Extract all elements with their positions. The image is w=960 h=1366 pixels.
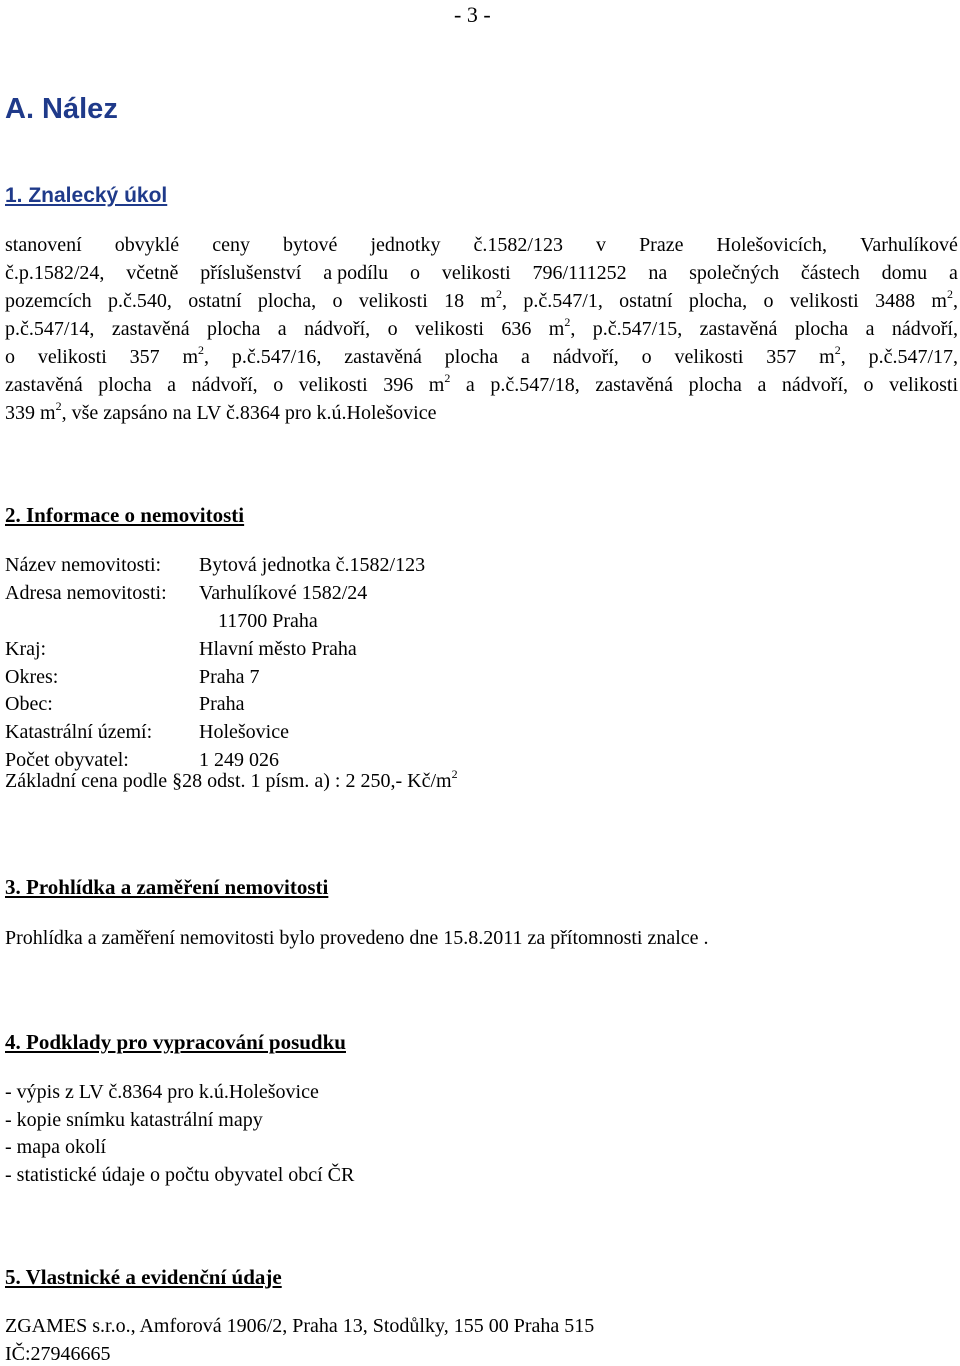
document-list-item: - statistické údaje o počtu obyvatel obcí ČR xyxy=(5,1164,355,1186)
info-row xyxy=(0,610,960,636)
task-text-segment: , p.č.547/17, xyxy=(840,346,958,368)
info-value: 1 249 026 xyxy=(199,749,279,771)
info-label: Adresa nemovitosti: xyxy=(5,582,167,604)
info-label: Kraj: xyxy=(5,638,47,660)
area-unit-exponent: 2 xyxy=(198,343,205,357)
task-word: Praze xyxy=(639,234,684,256)
task-paragraph-line xyxy=(5,399,958,425)
task-text-segment: , p.č.547/16, zastavěná plocha a nádvoří, o velikosti 357 m xyxy=(204,346,835,368)
area-unit-exponent: 2 xyxy=(496,287,503,301)
task-word: o xyxy=(410,262,420,284)
task-word: společných xyxy=(689,262,780,284)
task-word: 796/111252 xyxy=(532,262,627,284)
task-text-segment: pozemcích p.č.540, ostatní plocha, o velikosti 18 m xyxy=(5,290,497,312)
task-text-segment: zastavěná plocha a nádvoří, o velikosti 396 m xyxy=(5,374,445,396)
info-label: Název nemovitosti: xyxy=(5,554,162,576)
info-value: Holešovice xyxy=(199,721,289,743)
task-word: Holešovicích, xyxy=(716,234,828,256)
info-row xyxy=(0,693,960,719)
task-word: částech xyxy=(800,262,860,284)
info-row xyxy=(0,721,960,747)
task-word: příslušenství xyxy=(200,262,302,284)
task-text-segment: , p.č.547/1, ostatní plocha, o velikosti 3488 m xyxy=(502,290,947,312)
main-heading: A. Nález xyxy=(5,93,118,125)
task-word: č.p.1582/24, xyxy=(5,262,105,284)
info-value: Praha xyxy=(199,693,245,715)
info-value: Bytová jednotka č.1582/123 xyxy=(199,554,426,576)
task-word: na xyxy=(648,262,668,284)
task-word: stanovení xyxy=(5,234,82,256)
task-word: domu xyxy=(881,262,928,284)
info-value: 11700 Praha xyxy=(218,610,318,632)
task-word: jednotky xyxy=(370,234,441,256)
info-label: Obec: xyxy=(5,693,53,715)
task-text-segment: 339 m xyxy=(5,402,56,424)
task-text-segment: o velikosti 357 m xyxy=(5,346,199,368)
task-word: velikosti xyxy=(441,262,511,284)
info-value: Varhulíkové 1582/24 xyxy=(199,582,368,604)
task-word: obvyklé xyxy=(114,234,180,256)
document-list-item: - mapa okolí xyxy=(5,1136,107,1158)
info-row xyxy=(0,554,960,580)
task-text-segment: p.č.547/14, zastavěná plocha a nádvoří, o velikosti 636 m xyxy=(5,318,565,340)
base-price-row xyxy=(5,767,458,793)
base-price-prefix: Základní cena podle xyxy=(5,770,173,792)
task-word: ceny xyxy=(212,234,250,256)
task-text-segment: a p.č.547/18, zastavěná plocha a nádvoří, o velikosti xyxy=(450,374,958,396)
info-label: Počet obyvatel: xyxy=(5,749,129,771)
base-price-value: §28 odst. 1 písm. a) : 2 250,- Kč/m xyxy=(172,770,452,792)
task-word: včetně xyxy=(126,262,179,284)
info-row xyxy=(0,582,960,608)
task-paragraph-line xyxy=(5,234,958,257)
task-text-segment: , vše zapsáno na LV č.8364 pro k.ú.Holešovice xyxy=(61,402,437,424)
area-unit-exponent: 2 xyxy=(947,287,953,301)
info-value: Hlavní město Praha xyxy=(199,638,357,660)
task-paragraph-line xyxy=(5,371,958,397)
task-text-segment: , xyxy=(953,290,958,312)
area-unit-exponent: 2 xyxy=(55,399,62,413)
task-word: Varhulíkové xyxy=(860,234,958,256)
document-list-item: - výpis z LV č.8364 pro k.ú.Holešovice xyxy=(5,1081,319,1103)
task-word: v xyxy=(596,234,607,256)
inspection-text: Prohlídka a zaměření nemovitosti bylo provedeno dne 15.8.2011 za přítomnosti znalce . xyxy=(5,927,709,949)
section-title-inspection: 3. Prohlídka a zaměření nemovitosti xyxy=(5,875,329,899)
owner-ico: IČ:27946665 xyxy=(5,1343,111,1365)
task-text-segment: , p.č.547/15, zastavěná plocha a nádvoří, xyxy=(570,318,958,340)
task-word: a podílu xyxy=(323,262,389,284)
area-unit-exponent: 2 xyxy=(444,371,451,385)
base-price-unit-exponent: 2 xyxy=(451,767,458,781)
section-title-documents: 4. Podklady pro vypracování posudku xyxy=(5,1030,346,1054)
section-title-ownership: 5. Vlastnické a evidenční údaje xyxy=(5,1265,282,1289)
owner-text: ZGAMES s.r.o., Amforová 1906/2, Praha 13, Stodůlky, 155 00 Praha 515 xyxy=(5,1315,595,1337)
info-label: Okres: xyxy=(5,666,59,688)
info-label: Katastrální území: xyxy=(5,721,153,743)
task-word: č.1582/123 xyxy=(473,234,563,256)
info-value: Praha 7 xyxy=(199,666,260,688)
section-title-task: 1. Znalecký úkol xyxy=(5,184,168,207)
task-word: bytové xyxy=(283,234,338,256)
task-paragraph-line xyxy=(5,262,958,285)
section-title-info: 2. Informace o nemovitosti xyxy=(5,503,245,527)
document-list-item: - kopie snímku katastrální mapy xyxy=(5,1109,263,1131)
area-unit-exponent: 2 xyxy=(834,343,841,357)
task-paragraph-line xyxy=(5,343,958,369)
area-unit-exponent: 2 xyxy=(564,315,571,329)
task-paragraph-line xyxy=(5,315,958,341)
info-row xyxy=(0,666,960,692)
task-paragraph-line xyxy=(5,287,958,313)
task-word: a xyxy=(948,262,958,284)
info-row xyxy=(0,638,960,664)
page-number: - 3 - xyxy=(454,2,491,27)
